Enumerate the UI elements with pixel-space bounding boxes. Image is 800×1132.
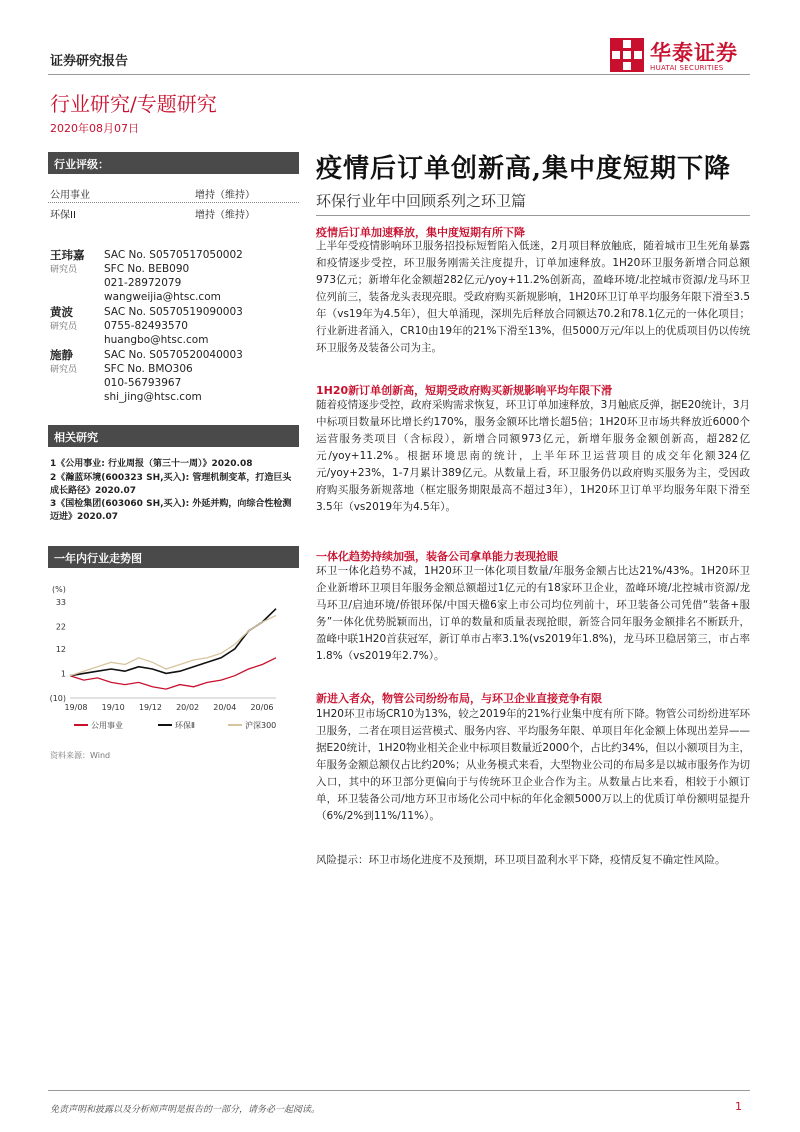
analyst-phone: 0755-82493570 bbox=[104, 320, 188, 332]
related-item[interactable]: 1《公用事业: 行业周报（第三十一周）》2020.08 bbox=[50, 459, 253, 469]
title-divider bbox=[316, 215, 750, 216]
header-divider bbox=[48, 74, 750, 75]
related-item[interactable]: 2《瀚蓝环境(600323 SH,买入): 管理机制变革，打造巨头成长路径》2020.07 bbox=[50, 473, 292, 496]
x-tick-label: 20/04 bbox=[213, 703, 237, 712]
analyst-phone: 021-28972079 bbox=[104, 277, 182, 289]
analyst-email[interactable]: shi_jing@htsc.com bbox=[104, 391, 202, 403]
analyst-role: 研究员 bbox=[50, 265, 78, 275]
analyst-sfc: SFC No. BMO306 bbox=[104, 363, 193, 375]
risk-warning: 风险提示：环卫市场化进度不及预期，环卫项目盈利水平下降，疫情反复不确定性风险。 bbox=[316, 854, 726, 866]
analyst-phone: 010-56793967 bbox=[104, 377, 182, 389]
rating-value: 增持（维持） bbox=[195, 210, 255, 221]
rating-row bbox=[50, 186, 295, 201]
series-line bbox=[70, 658, 276, 689]
x-tick-label: 19/10 bbox=[101, 703, 125, 712]
y-tick-label: 22 bbox=[55, 622, 66, 632]
chart-source: 资料来源：Wind bbox=[50, 751, 111, 760]
report-title: 疫情后订单创新高,集中度短期下降 bbox=[316, 154, 732, 184]
y-axis-label: (%) bbox=[52, 585, 66, 594]
rating-row bbox=[50, 206, 295, 221]
analyst-email[interactable]: huangbo@htsc.com bbox=[104, 334, 209, 346]
section-paragraph: 随着疫情逐步受控，政府采购需求恢复，环卫订单加速释放，3月触底反弹，据E20统计，3月中标项目数量环比增长约170%，服务金额环比增长超5倍；1H20环卫市场共释放近6000个运营服务类项目（含标段），新增合同额973亿元，新增年服务金额创新高，超282亿元/yoy+11.2%。根据环境思南的统计，上半年环卫运营项目的成交年化额324亿元/yoy+23%，1-7月累计389亿元。从数量上看，环卫服务仍以政府购买服务为主，受因政府购买服务新规落地（框定服务期限最高不超过3年），1H20环卫订单平均服务年限下滑至3.5年（vs2019年为4.5年）。 bbox=[316, 399, 750, 513]
rating-section-header: 行业评级： bbox=[48, 152, 299, 174]
section-heading: 新进入者众，物管公司纷纷布局，与环卫企业直接竞争有限 bbox=[316, 692, 602, 705]
x-tick-label: 19/08 bbox=[64, 703, 88, 712]
section-paragraph: 环卫一体化趋势不减，1H20环卫一体化项目数量/年服务金额占比达21%/43%。1H20环卫企业新增环卫项目年服务金额总额超过1亿元的有18家环卫企业，盈峰环境/北控城市资源/龙马环卫/启迪环境/侨银环保/中国天楹6家上市公司均位列前十，环卫装备公司凭借“装备+服务”一体化优势脱颖而出，订单的数量和质量表现抢眼，新签合同年服务金额排名不断跃升，盈峰中联1H20首获冠军，新订单市占率3.1%(vs2019年1.8%)，龙马环卫稳居第三，市占率1.8%（vs2019年2.7%）。 bbox=[316, 565, 750, 662]
analyst-name: 王玮嘉 bbox=[50, 248, 85, 262]
x-tick-label: 20/02 bbox=[176, 703, 200, 712]
footer-divider bbox=[48, 1090, 750, 1091]
rating-sector: 环保II bbox=[50, 210, 76, 221]
analyst-card bbox=[50, 305, 300, 351]
rating-sector: 公用事业 bbox=[50, 190, 90, 201]
y-tick-label: 1 bbox=[60, 669, 66, 679]
x-tick-label: 20/06 bbox=[250, 703, 274, 712]
rating-value: 增持（维持） bbox=[195, 190, 255, 201]
industry-trend-chart bbox=[48, 580, 300, 740]
logo-text-cn: 华泰证券 bbox=[650, 41, 738, 65]
analyst-email[interactable]: wangweijia@htsc.com bbox=[104, 291, 221, 303]
report-subtitle: 环保行业年中回顾系列之环卫篇 bbox=[316, 192, 527, 210]
legend-label: 环保Ⅱ bbox=[175, 721, 195, 730]
analyst-sfc: SFC No. BEB090 bbox=[104, 263, 190, 275]
legend-label: 沪深300 bbox=[245, 721, 277, 730]
analyst-role: 研究员 bbox=[50, 322, 78, 332]
section-heading: 1H20新订单创新高，短期受政府购买新规影响平均年限下滑 bbox=[316, 384, 613, 397]
analyst-card bbox=[50, 348, 300, 408]
logo-mark-icon bbox=[610, 38, 644, 72]
report-type: 证券研究报告 bbox=[50, 54, 129, 69]
section-heading: 疫情后订单加速释放，集中度短期有所下降 bbox=[316, 226, 525, 239]
section-heading: 一体化趋势持续加强，装备公司拿单能力表现抢眼 bbox=[316, 550, 558, 563]
report-date: 2020年08月07日 bbox=[50, 122, 139, 135]
trend-chart-header: 一年内行业走势图 bbox=[48, 546, 299, 568]
logo-text-en: HUATAI SECURITIES bbox=[650, 64, 724, 72]
related-research-header: 相关研究 bbox=[48, 425, 299, 447]
related-item[interactable]: 3《国检集团(603060 SH,买入): 外延并购，向综合性检测迈进》2020.07 bbox=[50, 499, 292, 522]
report-category: 行业研究/专题研究 bbox=[50, 92, 217, 116]
section-paragraph: 上半年受疫情影响环卫服务招投标短暂陷入低迷，2月项目释放触底，随着城市卫生死角暴露和疫情逐步受控，环卫服务刚需关注度提升，订单加速释放。1H20环卫服务新增合同总额973亿元；新增年化金额超282亿元/yoy+11.2%创新高，盈峰环境/北控城市资源/龙马环卫位列前三，装备龙头表现亮眼。受政府购买新规影响，1H20环卫订单平均服务年限下滑至3.5年（vs19年为4.5年），但大单涌现，深圳先后释放合同额达70.2和78.1亿元的一体化项目；行业新进者涌入，CR10由19年的21%下滑至13%，但5000万元/年以上的优质项目仍以传统环卫服务及装备公司为主。 bbox=[316, 240, 750, 354]
y-tick-label: 12 bbox=[55, 644, 66, 654]
analyst-name: 黄波 bbox=[50, 305, 73, 319]
legend-label: 公用事业 bbox=[91, 721, 123, 730]
analyst-sac: SAC No. S0570519090003 bbox=[104, 306, 243, 318]
disclaimer: 免责声明和披露以及分析师声明是报告的一部分，请务必一起阅读。 bbox=[50, 1105, 321, 1115]
analyst-name: 施静 bbox=[50, 348, 73, 362]
divider bbox=[48, 202, 299, 203]
analyst-sac: SAC No. S0570520040003 bbox=[104, 349, 243, 361]
page-number: 1 bbox=[735, 1100, 742, 1113]
series-line bbox=[70, 615, 276, 675]
y-tick-label: 33 bbox=[55, 598, 66, 607]
analyst-sac: SAC No. S0570517050002 bbox=[104, 249, 243, 261]
x-tick-label: 19/12 bbox=[138, 703, 162, 712]
section-paragraph: 1H20环卫市场CR10为13%，较之2019年的21%行业集中度有所下降。物管公司纷纷进军环卫服务，二者在项目运营模式、服务内容、平均服务年限、单项目年化金额上体现出差异——据E20统计，1H20物业相关企业中标项目数量近2000个，占比约34%，但以小额项目为主，年服务金额总额仅占比约20%；从业务模式来看，大型物业公司的布局多是以城市服务作为切入口，其中的环卫部分更偏向于与传统环卫企业合作为主。从数量占比来看，相较于小额订单，环卫装备公司/地方环卫市场化公司中标的年化金额5000万以上的优质订单份额明显提升（6%/2%到11%/11%）。 bbox=[316, 708, 750, 822]
analyst-role: 研究员 bbox=[50, 365, 78, 375]
company-logo bbox=[610, 38, 750, 76]
analyst-card bbox=[50, 248, 300, 308]
y-tick-label: (10) bbox=[49, 694, 66, 703]
